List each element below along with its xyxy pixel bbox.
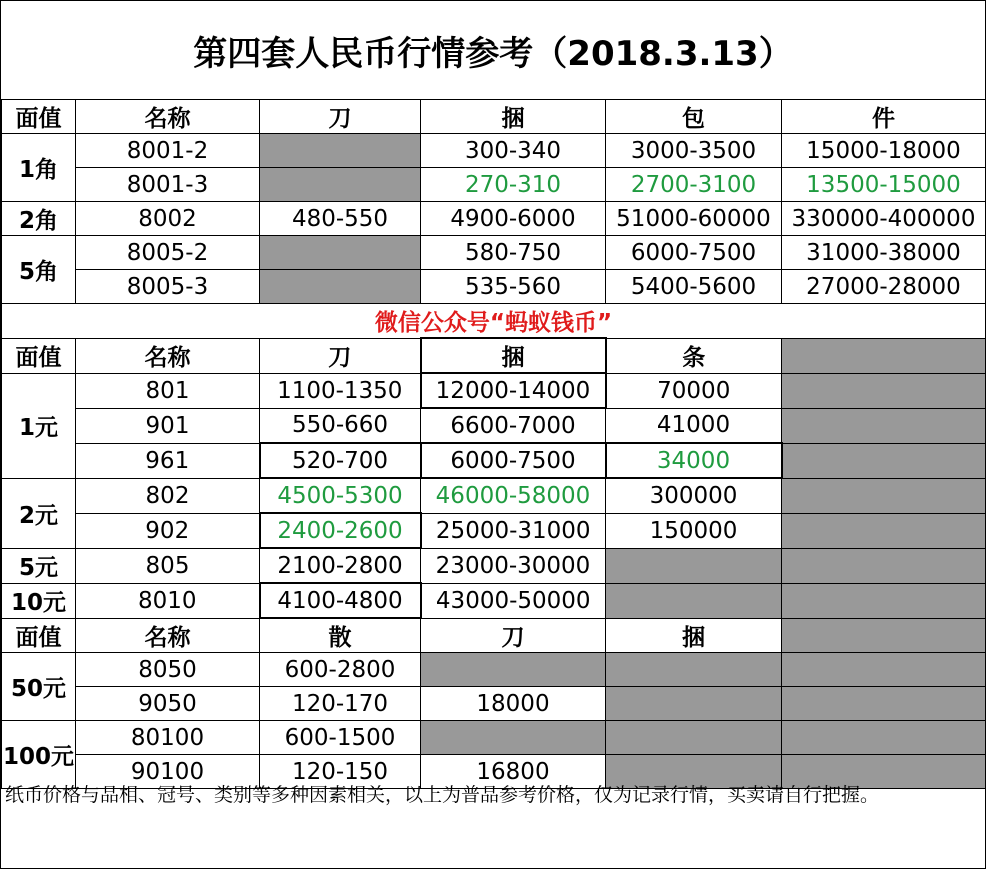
jian-cell: 31000-38000 [782, 236, 986, 270]
tiao-cell: 34000 [606, 443, 782, 478]
empty-gray-cell [782, 373, 986, 408]
name-cell: 8001-2 [76, 134, 260, 168]
face-value-cell: 50元 [2, 653, 76, 721]
dao-cell: 520-700 [260, 443, 421, 478]
face-value-cell: 5元 [2, 548, 76, 583]
table-row [2, 168, 986, 202]
dao-cell: 2100-2800 [260, 548, 421, 583]
san-cell: 600-2800 [260, 653, 421, 687]
empty-gray-cell [260, 168, 421, 202]
dao-cell: 4100-4800 [260, 583, 421, 618]
san-cell: 120-150 [260, 755, 421, 789]
empty-gray-cell [782, 443, 986, 478]
empty-gray-cell [782, 408, 986, 443]
name-cell: 80100 [76, 721, 260, 755]
header-name: 名称 [76, 100, 260, 134]
header-name: 名称 [76, 618, 260, 653]
jian-cell: 330000-400000 [782, 202, 986, 236]
name-cell: 8005-3 [76, 270, 260, 304]
kun-cell: 12000-14000 [421, 373, 606, 408]
header-name: 名称 [76, 338, 260, 373]
dao-cell: 550-660 [260, 408, 421, 443]
table-row [2, 443, 986, 478]
name-cell: 901 [76, 408, 260, 443]
jian-cell: 13500-15000 [782, 168, 986, 202]
kun-cell: 300-340 [421, 134, 606, 168]
empty-gray-cell [782, 583, 986, 618]
table-row [2, 687, 986, 721]
header-san: 散 [260, 618, 421, 653]
dao-cell: 4500-5300 [260, 478, 421, 513]
kun-cell: 43000-50000 [421, 583, 606, 618]
tiao-cell: 41000 [606, 408, 782, 443]
tiao-cell: 300000 [606, 478, 782, 513]
empty-gray-cell [782, 687, 986, 721]
table-row [2, 478, 986, 513]
tiao-cell: 70000 [606, 373, 782, 408]
section1-header-row [2, 100, 986, 134]
empty-gray-cell [260, 236, 421, 270]
face-value-cell: 1元 [2, 373, 76, 478]
header-kun: 捆 [606, 618, 782, 653]
header-jian: 件 [782, 100, 986, 134]
tiao-cell: 150000 [606, 513, 782, 548]
empty-gray-cell [260, 270, 421, 304]
name-cell: 9050 [76, 687, 260, 721]
wechat-banner: 微信公众号“蚂蚁钱币” [2, 304, 986, 339]
kun-cell: 25000-31000 [421, 513, 606, 548]
header-tiao: 条 [606, 338, 782, 373]
bao-cell: 51000-60000 [606, 202, 782, 236]
header-bao: 包 [606, 100, 782, 134]
empty-gray-cell [260, 134, 421, 168]
header-dao: 刀 [421, 618, 606, 653]
name-cell: 8050 [76, 653, 260, 687]
empty-gray-cell [606, 653, 782, 687]
name-cell: 8010 [76, 583, 260, 618]
empty-gray-cell [782, 653, 986, 687]
dao-cell: 2400-2600 [260, 513, 421, 548]
san-cell: 120-170 [260, 687, 421, 721]
header-face: 面值 [2, 618, 76, 653]
name-cell: 801 [76, 373, 260, 408]
face-value-cell: 10元 [2, 583, 76, 618]
empty-gray-cell [782, 513, 986, 548]
table-row [2, 134, 986, 168]
table-row [2, 236, 986, 270]
header-face: 面值 [2, 100, 76, 134]
empty-gray-cell [782, 721, 986, 755]
empty-gray-cell [606, 687, 782, 721]
empty-gray-cell [782, 338, 986, 373]
empty-gray-cell [606, 583, 782, 618]
table-row [2, 373, 986, 408]
name-cell: 961 [76, 443, 260, 478]
header-kun: 捆 [421, 100, 606, 134]
kun-cell: 46000-58000 [421, 478, 606, 513]
kun-cell: 4900-6000 [421, 202, 606, 236]
table-row [2, 653, 986, 687]
empty-gray-cell [782, 548, 986, 583]
kun-cell: 23000-30000 [421, 548, 606, 583]
empty-gray-cell [421, 653, 606, 687]
face-value-cell: 1角 [2, 134, 76, 202]
face-value-cell: 5角 [2, 236, 76, 304]
bao-cell: 2700-3100 [606, 168, 782, 202]
bao-cell: 3000-3500 [606, 134, 782, 168]
empty-gray-cell [782, 478, 986, 513]
san-cell: 600-1500 [260, 721, 421, 755]
section3-header-row [2, 618, 986, 653]
kun-cell: 6000-7500 [421, 443, 606, 478]
face-value-cell: 100元 [2, 721, 76, 789]
dao-cell: 1100-1350 [260, 373, 421, 408]
table-row [2, 513, 986, 548]
name-cell: 802 [76, 478, 260, 513]
header-dao: 刀 [260, 338, 421, 373]
empty-gray-cell [606, 548, 782, 583]
header-kun: 捆 [421, 338, 606, 373]
name-cell: 805 [76, 548, 260, 583]
name-cell: 8005-2 [76, 236, 260, 270]
bao-cell: 5400-5600 [606, 270, 782, 304]
header-face: 面值 [2, 338, 76, 373]
name-cell: 8002 [76, 202, 260, 236]
banner-row [2, 304, 986, 339]
empty-gray-cell [782, 618, 986, 653]
table-row [2, 548, 986, 583]
bao-cell: 6000-7500 [606, 236, 782, 270]
page-title: 第四套人民币行情参考（2018.3.13） [193, 33, 793, 74]
header-dao: 刀 [260, 100, 421, 134]
kun-cell: 580-750 [421, 236, 606, 270]
jian-cell: 15000-18000 [782, 134, 986, 168]
table-row [2, 202, 986, 236]
section2-header-row [2, 338, 986, 373]
face-value-cell: 2角 [2, 202, 76, 236]
table-row [2, 270, 986, 304]
kun-cell: 270-310 [421, 168, 606, 202]
table-row [2, 721, 986, 755]
table-row [2, 408, 986, 443]
kun-cell: 535-560 [421, 270, 606, 304]
face-value-cell: 2元 [2, 478, 76, 548]
dao-cell: 480-550 [260, 202, 421, 236]
price-table [1, 99, 986, 789]
disclaimer-note: 纸币价格与品相、冠号、类别等多种因素相关，以上为普品参考价格，仅为记录行情，买卖请自行把握。 [5, 784, 880, 806]
name-cell: 90100 [76, 755, 260, 789]
dao-cell: 18000 [421, 687, 606, 721]
name-cell: 902 [76, 513, 260, 548]
jian-cell: 27000-28000 [782, 270, 986, 304]
empty-gray-cell [606, 721, 782, 755]
dao-cell: 16800 [421, 755, 606, 789]
empty-gray-cell [421, 721, 606, 755]
table-row [2, 583, 986, 618]
kun-cell: 6600-7000 [421, 408, 606, 443]
name-cell: 8001-3 [76, 168, 260, 202]
